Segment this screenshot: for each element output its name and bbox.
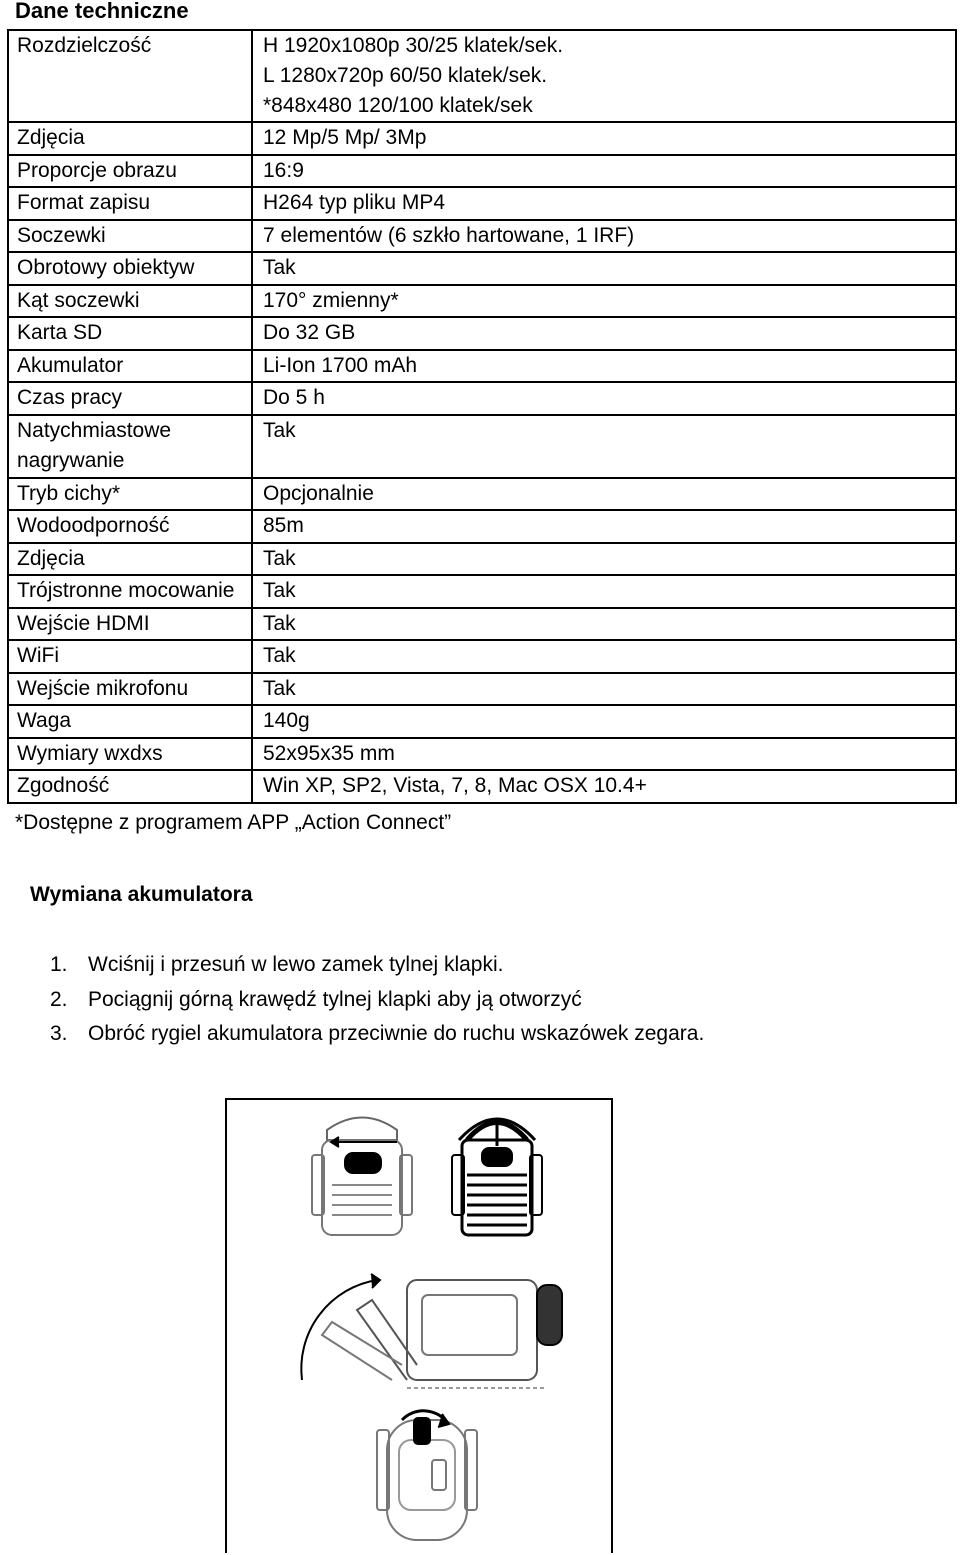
spec-row xyxy=(8,252,956,285)
spec-label: Waga xyxy=(8,705,252,738)
battery-illustration xyxy=(225,1098,613,1553)
spec-value: Tak xyxy=(252,252,956,285)
spec-label: Wejście HDMI xyxy=(8,608,252,641)
camera-battery-replacement-illustration xyxy=(227,1100,611,1555)
spec-row xyxy=(8,543,956,576)
spec-label: Obrotowy obiektyw xyxy=(8,252,252,285)
step-number: 2. xyxy=(50,987,68,1011)
camera-side-view-open-door xyxy=(301,1274,562,1388)
spec-label: Wejście mikrofonu xyxy=(8,673,252,706)
spec-row xyxy=(8,705,956,738)
step-number: 3. xyxy=(50,1022,68,1045)
spec-label: Wodoodporność xyxy=(8,510,252,543)
battery-step xyxy=(50,948,704,983)
spec-label: Wymiary wxdxs xyxy=(8,738,252,771)
spec-row xyxy=(8,285,956,318)
spec-value: Do 5 h xyxy=(252,382,956,415)
spec-value: 7 elementów (6 szkło hartowane, 1 IRF) xyxy=(252,220,956,253)
spec-row xyxy=(8,187,956,220)
battery-steps-list xyxy=(50,948,704,1052)
spec-row-resolution xyxy=(8,30,956,122)
section-heading: Dane techniczne xyxy=(15,0,189,23)
battery-step xyxy=(50,1017,704,1052)
spec-value: Tak xyxy=(252,608,956,641)
spec-label: Zdjęcia xyxy=(8,122,252,155)
spec-label: Kąt soczewki xyxy=(8,285,252,318)
spec-row xyxy=(8,317,956,350)
resolution-line-1: H 1920x1080p 30/25 klatek/sek. xyxy=(263,34,564,57)
spec-value: Tak xyxy=(252,543,956,576)
spec-row xyxy=(8,608,956,641)
spec-row xyxy=(8,640,956,673)
spec-value: Tak xyxy=(252,415,956,478)
spec-row xyxy=(8,155,956,188)
specs-table xyxy=(7,29,957,804)
spec-label: Natychmiastowe nagrywanie xyxy=(8,415,252,478)
spec-row xyxy=(8,478,956,511)
camera-battery-latch-view xyxy=(377,1411,477,1540)
spec-label: Tryb cichy* xyxy=(8,478,252,511)
spec-value: 52x95x35 mm xyxy=(252,738,956,771)
resolution-line-2: L 1280x720p 60/50 klatek/sek. xyxy=(263,64,548,87)
spec-label: WiFi xyxy=(8,640,252,673)
spec-value: Tak xyxy=(252,640,956,673)
step-text: Pociągnij górną krawędź tylnej klapki aby ją otworzyć xyxy=(88,987,582,1011)
spec-value: 170° zmienny* xyxy=(252,285,956,318)
spec-value: 140g xyxy=(252,705,956,738)
spec-row xyxy=(8,350,956,383)
spec-value: 85m xyxy=(252,510,956,543)
spec-label: Proporcje obrazu xyxy=(8,155,252,188)
spec-value: Li-Ion 1700 mAh xyxy=(252,350,956,383)
spec-label: Trójstronne mocowanie xyxy=(8,575,252,608)
spec-label: Zgodność xyxy=(8,770,252,803)
spec-row xyxy=(8,575,956,608)
spec-value: Do 32 GB xyxy=(252,317,956,350)
spec-value: H264 typ pliku MP4 xyxy=(252,187,956,220)
step-text: Obróć rygiel akumulatora przeciwnie do ruchu wskazówek zegara. xyxy=(88,1022,705,1045)
spec-row xyxy=(8,510,956,543)
spec-label: Zdjęcia xyxy=(8,543,252,576)
spec-label: Rozdzielczość xyxy=(8,30,252,122)
spec-label: Format zapisu xyxy=(8,187,252,220)
spec-row xyxy=(8,738,956,771)
spec-value: Tak xyxy=(252,673,956,706)
spec-label: Karta SD xyxy=(8,317,252,350)
resolution-line-3: *848x480 120/100 klatek/sek xyxy=(263,94,533,117)
spec-value xyxy=(252,30,956,122)
spec-value: Win XP, SP2, Vista, 7, 8, Mac OSX 10.4+ xyxy=(252,770,956,803)
battery-heading: Wymiana akumulatora xyxy=(30,883,253,906)
spec-row xyxy=(8,770,956,803)
spec-row xyxy=(8,673,956,706)
spec-label: Czas pracy xyxy=(8,382,252,415)
spec-row xyxy=(8,122,956,155)
spec-row xyxy=(8,415,956,478)
step-text: Wciśnij i przesuń w lewo zamek tylnej klapki. xyxy=(88,953,504,976)
spec-label: Akumulator xyxy=(8,350,252,383)
spec-row xyxy=(8,220,956,253)
spec-value: 16:9 xyxy=(252,155,956,188)
spec-value: 12 Mp/5 Mp/ 3Mp xyxy=(252,122,956,155)
camera-back-view-left xyxy=(312,1118,412,1236)
battery-step xyxy=(50,983,704,1018)
spec-row xyxy=(8,382,956,415)
spec-value: Tak xyxy=(252,575,956,608)
spec-label: Soczewki xyxy=(8,220,252,253)
footnote: *Dostępne z programem APP „Action Connect” xyxy=(15,811,452,834)
camera-back-view-right xyxy=(452,1118,542,1235)
step-number: 1. xyxy=(50,953,68,976)
spec-value: Opcjonalnie xyxy=(252,478,956,511)
